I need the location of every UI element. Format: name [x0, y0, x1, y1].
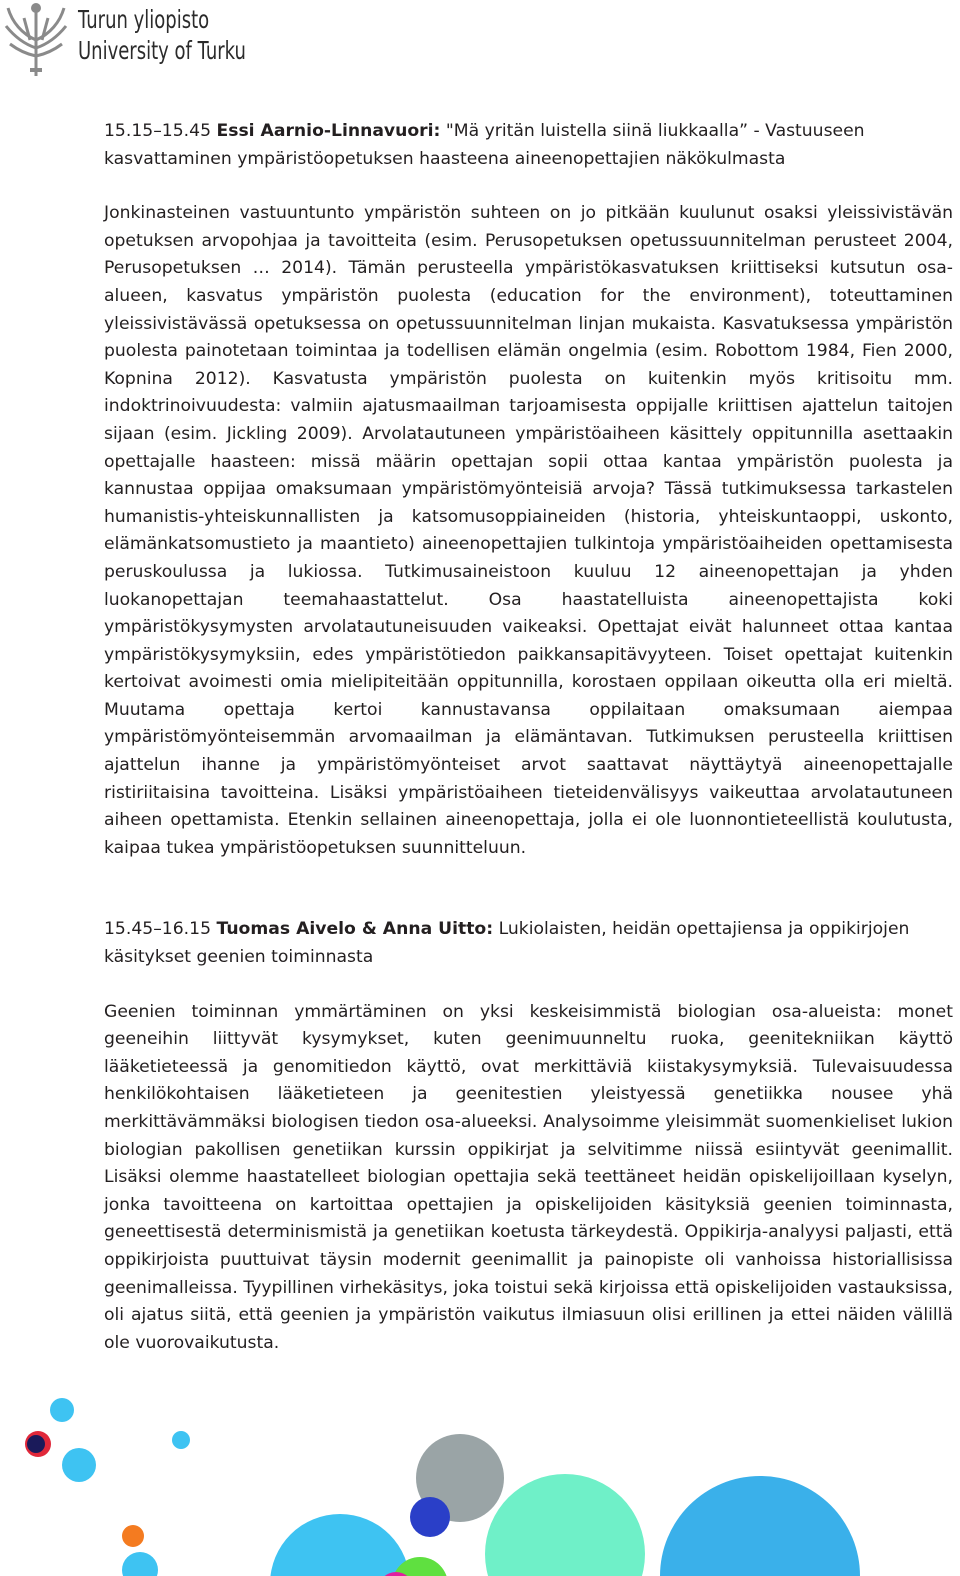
- decorative-circles-footer: [0, 1380, 960, 1576]
- circle-cyan-left: [122, 1552, 158, 1576]
- circle-dark-blue: [410, 1497, 450, 1537]
- circle-orange: [122, 1525, 144, 1547]
- university-logo[interactable]: [0, 0, 280, 80]
- session-2: [104, 916, 953, 1357]
- session-2-heading: [104, 916, 953, 971]
- session-1-speakers: Essi Aarnio-Linnavuori:: [216, 121, 441, 141]
- circle-cyan-tiny: [172, 1431, 190, 1449]
- circle-cyan-small: [50, 1398, 74, 1422]
- circle-blue-large: [660, 1476, 860, 1576]
- session-2-abstract: Geenien toiminnan ymmärtäminen on yksi keskeisimmistä biologian osa-alueista: monet geeneihin liittyvät kysymykset, kuten geenimuunneltu ruoka, geenitekniikan käyttö lääketieteessä ja genomitiedon käyttö, ovat merkittäviä kiistakysymyksiä. Tulevaisuudessa henkilökohtaisen lääketieteen ja geenitestien yleistyessä genetiikka nousee yhä merkittävämmäksi biologisen tiedon osa-alueeksi. Analysoimme yleisimmät suomenkieliset lukion biologian pakollisen genetiikan kurssin oppikirjat ja selvitimme niissä esiintyvät geenimallit. Lisäksi olemme haastatelleet biologian opettajia sekä teettäneet heidän opiskelijoillaan kyselyn, jonka tavoitteena on kartoittaa opettajien ja opiskelijoiden käsityksiä geenien toiminnasta, geneettisestä determinismistä ja genetiikan koetusta tärkeydestä. Oppikirja-analyysi paljasti, että oppikirjoista puuttuivat täysin modernit geenimallit ja painopiste oli vanhoissa historiallisissa geenimalleissa. Tyypillinen virhekäsitys, joka toistui sekä kirjoissa että opiskelijoiden vastauksissa, oli ajatus siitä, että geenien ja ympäristön vaikutus ilmiasuun olisi erillinen ja ettei näiden välillä ole vuorovaikutusta.: [104, 1001, 953, 1353]
- circle-cyan-bottom: [270, 1514, 410, 1576]
- logo-finnish-name: Turun yliopisto: [78, 5, 210, 34]
- circle-navy-small: [27, 1435, 45, 1453]
- session-1: [104, 118, 953, 862]
- session-1-title: "Mä yritän luistella siinä liukkaalla” - Vastuuseen kasvattaminen ympäristöopetuksen haasteena aineenopettajien näkökulmasta: [104, 121, 865, 169]
- circle-mint-large: [485, 1474, 645, 1576]
- circle-cyan-medium: [62, 1448, 96, 1482]
- university-emblem-icon: [0, 0, 72, 80]
- session-1-time: 15.15–15.45: [104, 121, 212, 141]
- session-2-speakers: Tuomas Aivelo & Anna Uitto:: [216, 919, 494, 940]
- logo-english-name: University of Turku: [78, 36, 246, 65]
- session-2-title: Lukiolaisten, heidän opettajiensa ja oppikirjojen käsitykset geenien toiminnasta: [104, 919, 910, 968]
- document-body: [104, 118, 953, 1357]
- session-1-abstract: Jonkinasteinen vastuuntunto ympäristön suhteen on jo pitkään kuulunut osaksi yleissivistävän opetuksen arvopohjaa ja tavoitteita (esim. Perusopetuksen opetussuunnitelman perusteet 2004, Perusopetuksen … 2014). Tämän perusteella ympäristökasvatuksen kriittiseksi kutsutun osa-alueen, kasvatus ympäristön puolesta (education for the environment), toteuttaminen yleissivistävässä opetuksessa on opetussuunnitelman linjan mukaista. Kasvatuksessa ympäristön puolesta painotetaan toimintaa ja todellisen elämän ongelmia (esim. Robottom 1984, Fien 2000, Kopnina 2012). Kasvatusta ympäristön puolesta on kuitenkin myös kritisoitu mm. indoktrinoivuudesta: valmiin ajatusmaailman tarjoamisesta oppijalle kriittisen ajattelun taitojen sijaan (esim. Jickling 2009). Arvolatautuneen ympäristöaiheen käsittely oppitunnilla asettaakin opettajalle haasteen: missä määrin opettajan sopii ottaa kantaa ympäristön puolesta ja kannustaa oppijaa omaksumaan ympäristömyönteisiä arvoja? Tässä tutkimuksessa tarkastelen humanistis-yhteiskunnallisten ja katsomusoppiaineiden (historia, yhteiskuntaoppi, uskonto, elämänkatsomustieto ja maantieto) aineenopettajien tulkintoja ympäristöaiheiden opettamisesta peruskoulussa ja lukiossa. Tutkimusaineistoon kuuluu 12 aineenopettajan ja yhden luokanopettajan teemahaastattelut. Osa haastatelluista aineenopettajista koki ympäristökysymysten arvolatautuneisuuden vaikeaksi. Opettajat eivät halunneet ottaa kantaa ympäristökysymyksiin, edes ympäristötiedon paikkansapitävyyteen. Toiset opettajat kuitenkin kertoivat avoimesti omia mielipiteitään oppitunnilla, korostaen oppilaan oikeutta olla eri mieltä. Muutama opettaja kertoi kannustavansa oppilaitaan omaksumaan aiempaa ympäristömyönteisemmän arvomaailman ja elämäntavan. Tutkimuksen perusteella kriittisen ajattelun ihanne ja ympäristömyönteiset arvot saattavat näyttäytyä aineenopettajalle ristiriitaisina tavoitteina. Lisäksi ympäristöaiheen tieteidenvälisyys vaikeuttaa arvolatautuneen aiheen opettamista. Etenkin sellainen aineenopettaja, jolla ei ole luonnontieteellistä koulutusta, kaipaa tukea ympäristöopetuksen suunnitteluun.: [104, 203, 953, 858]
- session-2-time: 15.45–16.15: [104, 919, 212, 940]
- session-1-heading: [104, 118, 953, 173]
